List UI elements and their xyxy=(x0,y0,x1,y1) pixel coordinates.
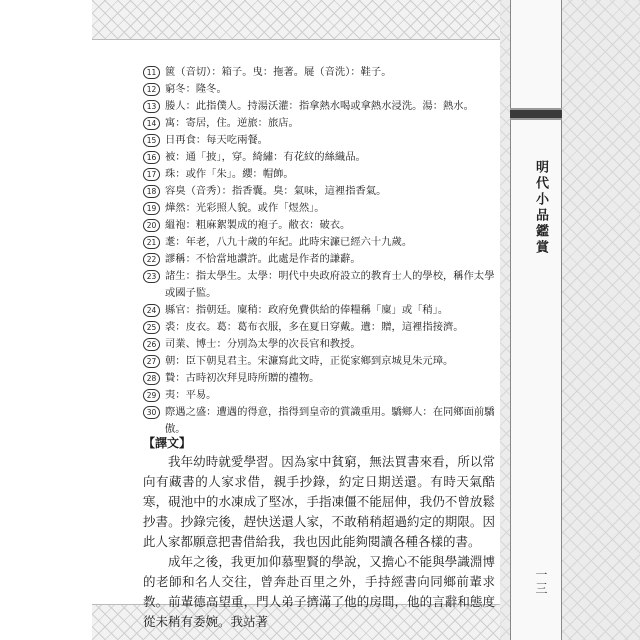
annotation-list xyxy=(143,64,495,438)
annotation-item xyxy=(143,370,495,387)
annotation-item xyxy=(143,217,495,234)
annotation-text: 縕袍：粗麻絮製成的袍子。敝衣：破衣。 xyxy=(165,219,351,231)
annotation-text: 容臭（音秀）：指香囊。臭：氣味，這裡指香氣。 xyxy=(165,185,387,197)
annotation-number-badge: 14 xyxy=(143,117,160,130)
annotation-text: 際遇之盛：遭遇的得意，指得到皇帝的賞識重用。驕鄉人：在同鄉面前驕傲。 xyxy=(165,406,495,435)
annotation-item xyxy=(143,404,495,438)
annotation-text: 夷：平易。 xyxy=(165,389,217,401)
header-lattice-decoration xyxy=(92,0,500,40)
annotation-text: 篋（音切）：箱子。曳：拖著。屣（音洗）：鞋子。 xyxy=(165,66,392,78)
annotation-number-badge: 12 xyxy=(143,83,160,96)
annotation-item xyxy=(143,98,495,115)
annotation-number-badge: 16 xyxy=(143,151,160,164)
annotation-number-badge: 30 xyxy=(143,406,160,419)
annotation-text: 司業、博士：分別為太學的次長官和教授。 xyxy=(165,338,361,350)
annotation-item xyxy=(143,353,495,370)
annotation-item xyxy=(143,183,495,200)
annotation-number-badge: 15 xyxy=(143,134,160,147)
translation-paragraph: 成年之後，我更加仰慕聖賢的學說，又擔心不能與學識淵博的老師和名人交往，曾奔赴百里之外，手持經書向同鄉前輩求教。前輩德高望重，門人弟子擠滿了他的房間，他的言辭和態度從未稍有委婉。我站著 xyxy=(143,554,495,629)
annotation-item xyxy=(143,64,495,81)
annotation-number-badge: 20 xyxy=(143,219,160,232)
annotation-text: 媵人：此指僕人。持湯沃灌：指拿熱水喝或拿熱水浸洗。湯：熱水。 xyxy=(165,100,474,112)
annotation-number-badge: 27 xyxy=(143,355,160,368)
page-number: 一三 xyxy=(534,568,548,596)
annotation-item xyxy=(143,336,495,353)
running-book-title: 明代小品鑑賞 xyxy=(533,160,548,256)
annotation-item xyxy=(143,200,495,217)
annotation-number-badge: 18 xyxy=(143,185,160,198)
annotation-text: 諸生：指太學生。太學：明代中央政府設立的教育士人的學校，稱作太學或國子監。 xyxy=(165,270,495,299)
translation-heading: 【譯文】 xyxy=(143,436,192,450)
side-stripe-decoration xyxy=(510,108,562,120)
annotation-item xyxy=(143,302,495,319)
annotation-number-badge: 23 xyxy=(143,270,160,283)
annotation-text: 燁然：光彩照人貌。或作「煜然」。 xyxy=(165,202,325,214)
annotation-text: 裘：皮衣。葛：葛布衣服，多在夏日穿戴。遺：贈，這裡指接濟。 xyxy=(165,321,464,333)
annotation-item xyxy=(143,115,495,132)
annotation-item xyxy=(143,81,495,98)
annotation-number-badge: 17 xyxy=(143,168,160,181)
annotation-number-badge: 13 xyxy=(143,100,160,113)
annotation-text: 耄：年老，八九十歲的年紀。此時宋濂已經六十九歲。 xyxy=(165,236,413,248)
annotation-text: 日再食：每天吃兩餐。 xyxy=(165,134,268,146)
annotation-item xyxy=(143,319,495,336)
annotation-number-badge: 26 xyxy=(143,338,160,351)
translation-paragraph: 我年幼時就愛學習。因為家中貧窮，無法買書來看，所以常向有藏書的人家求借，親手抄錄，約定日期送還。有時天氣酷寒，硯池中的水凍成了堅冰，手指凍僵不能屈伸，我仍不曾放鬆抄書。抄錄完後，趕快送還人家，不敢稍稍超過約定的期限。因此人家都願意把書借給我，我也因此能夠閱讀各種各樣的書。 xyxy=(143,454,495,549)
annotation-number-badge: 28 xyxy=(143,372,160,385)
annotation-text: 被：通「披」，穿。綺繡：有花紋的絲織品。 xyxy=(165,151,366,163)
annotation-text: 贄：古時初次拜見時所贈的禮物。 xyxy=(165,372,320,384)
annotation-item xyxy=(143,234,495,251)
annotation-number-badge: 25 xyxy=(143,321,160,334)
annotation-text: 朝：臣下朝見君主。宋濂寫此文時，正從家鄉到京城見朱元璋。 xyxy=(165,355,454,367)
annotation-item xyxy=(143,132,495,149)
annotation-text: 寓：寄居，住。逆旅：旅店。 xyxy=(165,117,299,129)
side-panel xyxy=(510,0,562,640)
annotation-item xyxy=(143,251,495,268)
translation-body xyxy=(143,452,495,632)
annotation-number-badge: 11 xyxy=(143,66,160,79)
annotation-number-badge: 29 xyxy=(143,389,160,402)
annotation-text: 縣官：指朝廷。廩稍：政府免費供給的俸糧稱「廩」或「稍」。 xyxy=(165,304,449,316)
annotation-number-badge: 22 xyxy=(143,253,160,266)
annotation-number-badge: 21 xyxy=(143,236,160,249)
annotation-text: 珠：或作「朱」。纓：帽飾。 xyxy=(165,168,294,180)
annotation-item xyxy=(143,268,495,302)
annotation-item xyxy=(143,149,495,166)
annotation-item xyxy=(143,387,495,404)
annotation-text: 窮冬：隆冬。 xyxy=(165,83,227,95)
annotation-text: 謬稱：不恰當地讚許。此處是作者的謙辭。 xyxy=(165,253,361,265)
annotation-item xyxy=(143,166,495,183)
annotation-number-badge: 24 xyxy=(143,304,160,317)
annotation-number-badge: 19 xyxy=(143,202,160,215)
